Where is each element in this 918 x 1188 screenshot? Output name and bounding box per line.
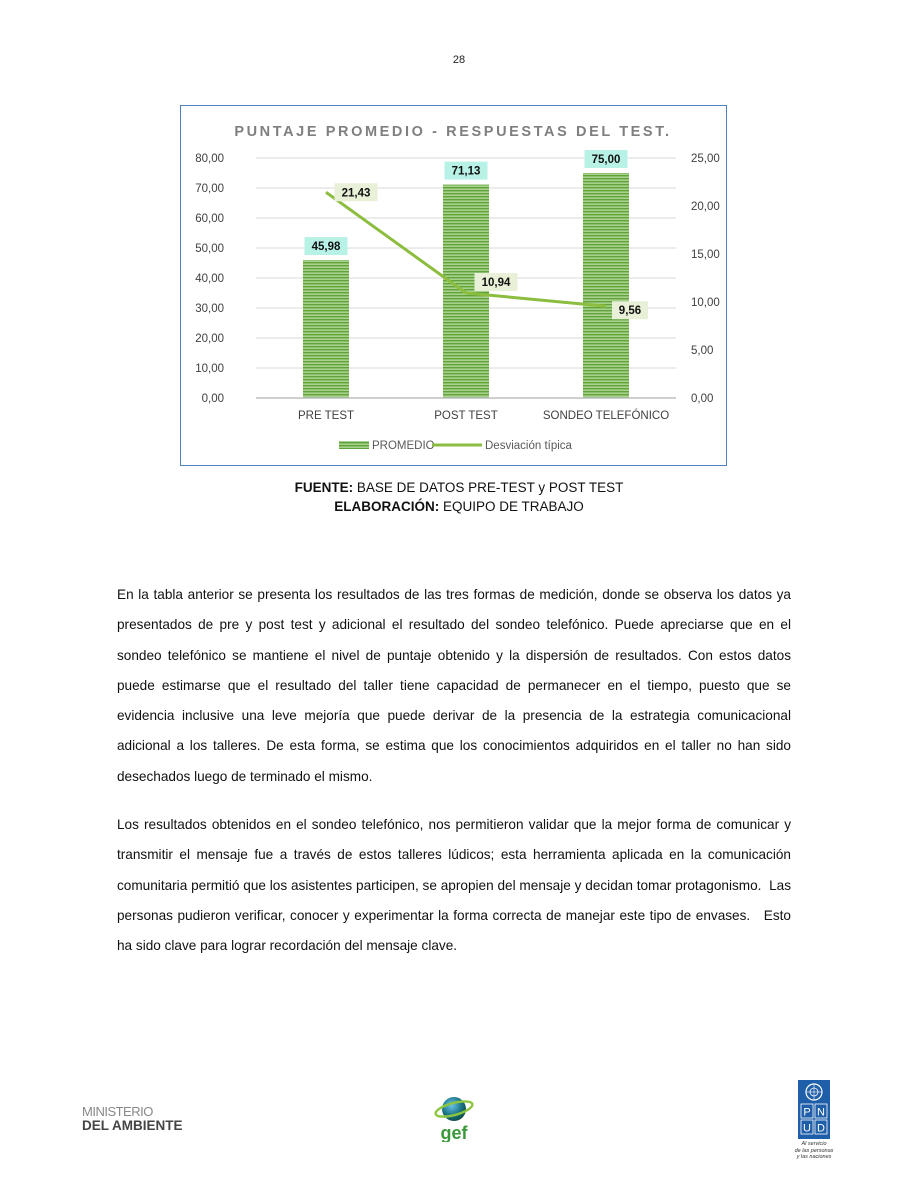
y-left-tick-label: 40,00	[195, 273, 224, 285]
bar-data-label: 71,13	[451, 165, 481, 178]
y-left-tick-label: 70,00	[195, 183, 224, 195]
combo-chart	[181, 106, 726, 465]
bar-data-label: 45,98	[311, 241, 341, 254]
pnud-tagline-line: de las personas	[794, 1147, 834, 1154]
paragraph-2: Los resultados obtenidos en el sondeo telefónico, nos permitieron validar que la mejor forma de comunicar y transmitir el mensaje fue a través de estos talleres lúdicos; esta herramienta aplicada en la comunicación comunitaria permitió que los asistentes participen, se apropien del mensaje y decidan tomar protagonismo. Las personas pudieron verificar, conocer y experimentar la forma correcta de manejar este tipo de envases. Esto ha sido clave para lograr recordación del mensaje clave.	[117, 817, 795, 954]
ministerio-line2: DEL AMBIENTE	[82, 1118, 183, 1133]
line-data-label: 9,56	[618, 305, 642, 318]
x-axis	[256, 398, 676, 422]
y-left-tick-label: 0,00	[201, 393, 224, 405]
pnud-box	[798, 1080, 830, 1139]
pnud-tagline-line: y las naciones	[796, 1154, 832, 1160]
y-right-tick-label: 20,00	[691, 201, 720, 213]
ministerio-line1: MINISTERIO	[82, 1104, 153, 1119]
un-emblem-icon	[798, 1080, 830, 1139]
pnud-letter: U	[803, 1122, 811, 1135]
paragraph-1: En la tabla anterior se presenta los resultados de las tres formas de medición, donde se observa los datos ya presentados de pre y post test y adicional el resultado del sondeo telefónico. Puede apreciarse que en el sondeo telefónico se mantiene el nivel de puntaje obtenido y la dispersión de resultados. Con estos datos puede estimarse que el resultado del taller tiene capacidad de permanecer en el tiempo, puesto que se evidencia inclusive una leve mejoría que puede derivar de la presencia de la estrategia comunicacional adicional a los talleres. De esta forma, se estima que los conocimientos adquiridos en el taller no han sido desechados luego de terminado el mismo.	[117, 587, 791, 784]
y-left-tick-label: 80,00	[195, 153, 224, 165]
page-number: 28	[452, 54, 466, 66]
elaboration-caption	[0, 499, 918, 514]
source-label: FUENTE:	[294, 480, 354, 495]
pnud-logo	[794, 1080, 846, 1161]
pnud-tagline-line: Al servicio	[801, 1141, 827, 1147]
globe-icon	[432, 1094, 476, 1142]
elaboration-label: ELABORACIÓN:	[334, 499, 440, 514]
y-left-tick-label: 10,00	[195, 363, 224, 375]
bar	[303, 260, 349, 398]
legend-swatch-bar	[339, 441, 369, 449]
y-left-tick-label: 20,00	[195, 333, 224, 345]
ministerio-ambiente-logo	[82, 1105, 183, 1133]
gef-text: gef	[440, 1123, 468, 1142]
x-tick-label: POST TEST	[434, 410, 498, 422]
x-tick-label: PRE TEST	[297, 410, 355, 422]
y-right-tick-label: 10,00	[691, 297, 720, 309]
gef-logo	[432, 1094, 476, 1142]
bar	[583, 173, 629, 398]
bar-series	[303, 173, 629, 398]
pnud-letter: P	[803, 1106, 811, 1119]
pnud-letter: N	[817, 1106, 825, 1119]
source-caption	[0, 480, 918, 495]
x-tick-label: SONDEO TELEFÓNICO	[542, 410, 670, 422]
legend-label: Desviación típica	[485, 440, 572, 452]
chart-title: PUNTAJE PROMEDIO - RESPUESTAS DEL TEST.	[234, 124, 672, 140]
y-left-tick-label: 50,00	[195, 243, 224, 255]
source-text: BASE DE DATOS PRE-TEST y POST TEST	[353, 480, 624, 495]
elaboration-text: EQUIPO DE TRABAJO	[439, 499, 584, 514]
y-left-tick-label: 30,00	[195, 303, 224, 315]
y-axis-right	[691, 153, 720, 405]
y-right-tick-label: 25,00	[691, 153, 720, 165]
bar-data-label: 75,00	[591, 154, 621, 166]
legend-label: PROMEDIO	[372, 440, 435, 452]
y-right-tick-label: 15,00	[691, 249, 720, 261]
line-data-label: 21,43	[341, 187, 371, 200]
chart-container	[180, 105, 727, 466]
pnud-letter: D	[817, 1122, 825, 1135]
pnud-tagline	[794, 1141, 834, 1161]
legend	[339, 440, 573, 452]
y-left-tick-label: 60,00	[195, 213, 224, 225]
y-right-tick-label: 5,00	[691, 345, 714, 357]
line-data-label: 10,94	[481, 276, 511, 289]
y-axis-left	[195, 153, 224, 405]
y-right-tick-label: 0,00	[691, 393, 714, 405]
